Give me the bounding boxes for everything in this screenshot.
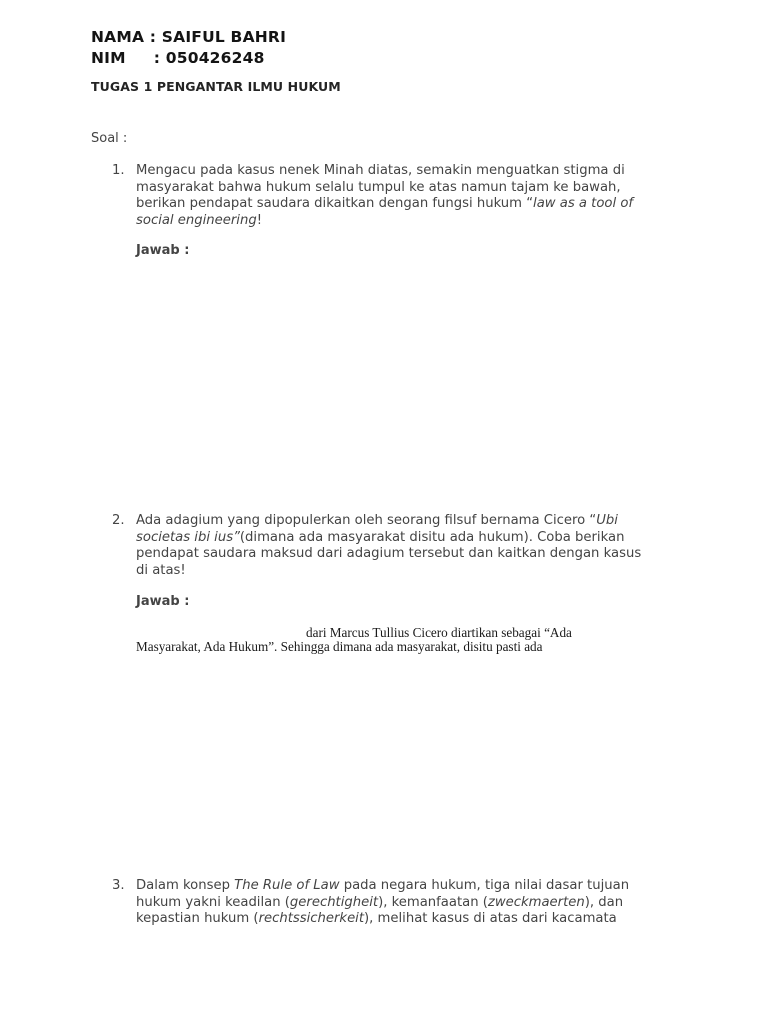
question-3-line [136,895,676,912]
italic-term: gerechtigheit [289,894,379,910]
italic-term: rechtssicherkeit [258,911,365,927]
question-2-number: 2. [112,513,125,528]
text-run: ! [256,212,262,228]
text-run: pada negara hukum, tiga nilai dasar tujuan [339,878,630,893]
question-1-number: 1. [112,163,125,178]
text-run: ), dan [584,894,624,910]
question-2-line [136,530,676,547]
italic-term: The Rule of Law [234,878,340,893]
text-run: hukum yakni keadilan ( [136,894,290,910]
italic-term: societas ibi ius” [136,529,240,545]
text-run: ), kemanfaatan ( [378,894,488,910]
text-run: kepastian hukum ( [136,911,259,927]
assignment-title: TUGAS 1 PENGANTAR ILMU HUKUM [91,79,341,94]
question-1-line [136,196,676,213]
text-run: Dalam konsep [136,878,235,893]
italic-term: law as a tool of [533,196,634,212]
question-1-line: masyarakat bahwa hukum selalu tumpul ke atas namun tajam ke bawah, [136,179,621,195]
italic-term: zweckmaerten [487,894,585,910]
question-3-line [136,911,676,928]
question-3-line [136,878,676,895]
italic-term: Ubi [596,513,618,528]
text-run: berikan pendapat saudara dikaitkan dengan fungsi hukum “ [136,196,534,212]
question-1-jawab: Jawab : [136,243,190,258]
question-1-line: Mengacu pada kasus nenek Minah diatas, semakin menguatkan stigma di [136,163,625,178]
question-2-line [136,513,676,530]
student-name: NAMA : SAIFUL BAHRI [91,28,287,46]
question-3-text [136,878,676,928]
text-run: (dimana ada masyarakat disitu ada hukum). Coba berikan [239,529,625,545]
question-2-line: di atas! [136,562,186,578]
text-run: Ada adagium yang dipopulerkan oleh seorang filsuf bernama Cicero “ [136,513,597,528]
question-2-answer-line: Masyarakat, Ada Hukum”. Sehingga dimana ada masyarakat, disitu pasti ada [136,639,543,654]
question-3-number: 3. [112,878,125,893]
soal-label: Soal : [91,131,128,146]
student-nim: NIM : 050426248 [91,49,265,67]
italic-term: social engineering [136,212,257,228]
question-2-text [136,513,676,579]
question-2-jawab: Jawab : [136,594,190,609]
question-2-answer-line: dari Marcus Tullius Cicero diartikan sebagai “Ada [306,625,572,640]
text-run: ), melihat kasus di atas dari kacamata [364,911,617,927]
question-1-line [136,213,676,230]
question-1-text [136,163,676,229]
question-2-line: pendapat saudara maksud dari adagium tersebut dan kaitkan dengan kasus [136,546,642,562]
